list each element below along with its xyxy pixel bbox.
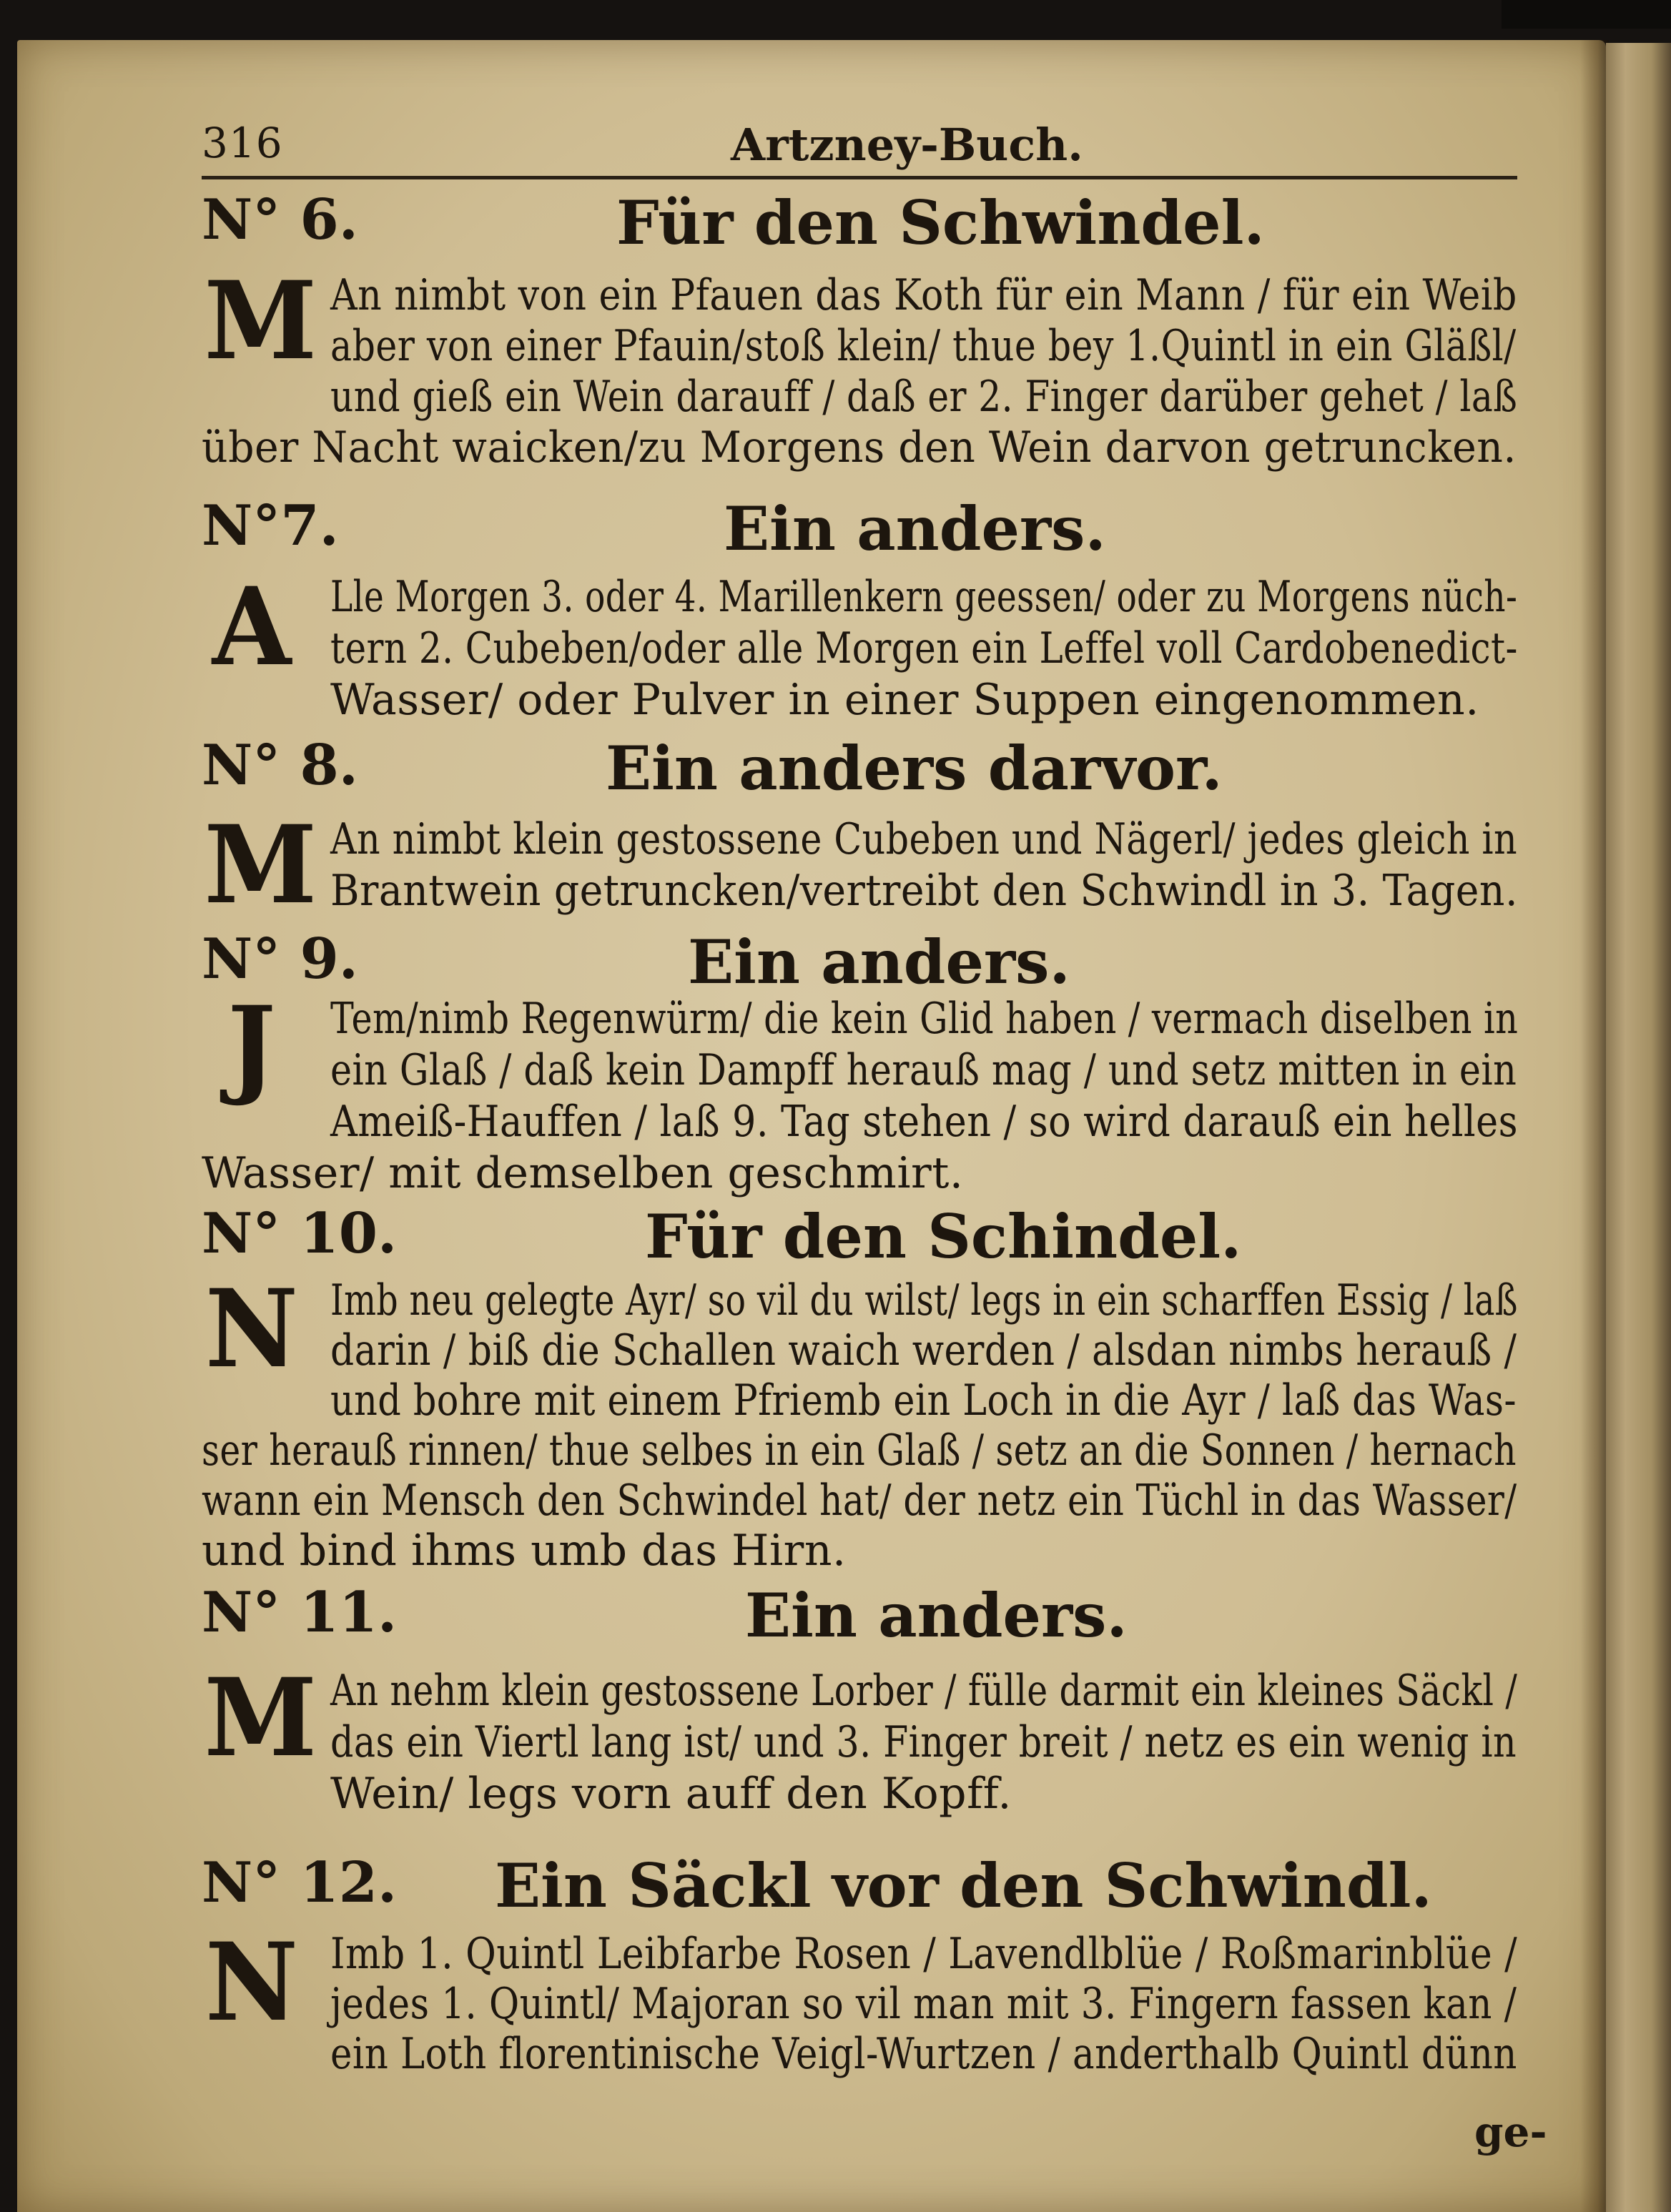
entry-number: N° 9. xyxy=(202,927,358,992)
initial-letter: M xyxy=(204,258,317,384)
text-line: Wasser/ mit demselben geschmirt. xyxy=(202,1148,964,1198)
initial-letter: N xyxy=(204,1920,299,2045)
text-line: Wein/ legs vorn auff den Kopff. xyxy=(330,1769,1012,1819)
running-head: Artzney-Buch. xyxy=(731,119,1083,171)
recipe-entry xyxy=(202,1201,1524,1576)
text-line: An nimbt klein gestossene Cubeben und Nägerl/ jedes gleich in xyxy=(330,814,1518,864)
entry-title: Für den Schwindel. xyxy=(616,187,1265,258)
initial-letter: J xyxy=(227,983,276,1109)
entry-number: N° 8. xyxy=(202,733,358,798)
entry-number: N° 10. xyxy=(202,1201,398,1266)
text-line: tern 2. Cubeben/oder alle Morgen ein Leffel voll Cardobenedict- xyxy=(330,623,1518,673)
text-line: Imb 1. Quintl Leibfarbe Rosen / Lavendlblüe / Roßmarinblüe / xyxy=(330,1929,1518,1979)
recipe-entry xyxy=(202,927,1524,1198)
scan-background xyxy=(1502,0,1671,29)
entry-title: Für den Schindel. xyxy=(645,1201,1242,1272)
page-number: 316 xyxy=(202,119,283,167)
page-header xyxy=(202,119,1517,183)
text-line: das ein Viertl lang ist/ und 3. Finger breit / netz es ein wenig in xyxy=(330,1717,1517,1767)
text-line: Imb neu gelegte Ayr/ so vil du wilst/ legs in ein scharffen Essig / laß xyxy=(330,1275,1518,1325)
next-page-edge xyxy=(1606,43,1671,2212)
entry-number: N° 11. xyxy=(202,1580,398,1645)
text-line: wann ein Mensch den Schwindel hat/ der netz ein Tüchl in das Wasser/ xyxy=(202,1476,1517,1526)
text-line: ser herauß rinnen/ thue selbes in ein Glaß / setz an die Sonnen / hernach xyxy=(202,1426,1517,1476)
recipe-entry xyxy=(202,733,1524,928)
entry-title: Ein anders darvor. xyxy=(606,733,1223,804)
text-line: An nimbt von ein Pfauen das Koth für ein Mann / für ein Weib xyxy=(330,270,1517,320)
text-line: Wasser/ oder Pulver in einer Suppen eingenommen. xyxy=(330,675,1479,725)
page-gutter-shadow xyxy=(1580,40,1609,2212)
entry-number: N°7. xyxy=(202,493,339,558)
initial-letter: M xyxy=(204,802,317,928)
recipe-entry xyxy=(202,187,1524,488)
recipe-entry xyxy=(202,493,1524,725)
text-line: über Nacht waicken/zu Morgens den Wein darvon getruncken. xyxy=(202,423,1517,473)
entry-number: N° 6. xyxy=(202,187,358,252)
text-line: An nehm klein gestossene Lorber / fülle darmit ein kleines Säckl / xyxy=(330,1666,1518,1716)
entry-number: N° 12. xyxy=(202,1850,398,1915)
text-line: aber von einer Pfauin/stoß klein/ thue bey 1.Quintl in ein Gläßl/ xyxy=(330,321,1517,371)
text-line: und gieß ein Wein darauff / daß er 2. Finger darüber gehet / laß xyxy=(330,372,1518,422)
entry-title: Ein anders. xyxy=(688,927,1070,997)
recipe-entry xyxy=(202,1580,1524,1823)
initial-letter: N xyxy=(204,1266,299,1392)
initial-letter: M xyxy=(204,1655,317,1781)
text-line: Ameiß-Hauffen / laß 9. Tag stehen / so wird darauß ein helles xyxy=(330,1097,1518,1147)
header-rule xyxy=(202,176,1517,179)
text-line: und bohre mit einem Pfriemb ein Loch in die Ayr / laß das Was- xyxy=(330,1376,1517,1426)
entry-title: Ein anders. xyxy=(724,493,1106,564)
text-line: jedes 1. Quintl/ Majoran so vil man mit 3. Fingern fassen kan / xyxy=(330,1979,1517,2029)
initial-letter: A xyxy=(212,564,292,690)
text-line: darin / biß die Schallen waich werden / alsdan nimbs herauß / xyxy=(330,1325,1517,1376)
entry-title: Ein anders. xyxy=(745,1580,1128,1651)
text-line: Brantwein getruncken/vertreibt den Schwindl in 3. Tagen. xyxy=(330,866,1518,916)
text-line: ein Glaß / daß kein Dampff herauß mag / und setz mitten in ein xyxy=(330,1045,1517,1095)
catchword: ge- xyxy=(1474,2108,1547,2156)
text-line: Tem/nimb Regenwürm/ die kein Glid haben / vermach diselben in xyxy=(330,994,1519,1044)
text-line: Lle Morgen 3. oder 4. Marillenkern geessen/ oder zu Morgens nüch- xyxy=(330,572,1518,622)
entry-title: Ein Säckl vor den Schwindl. xyxy=(495,1850,1432,1921)
recipe-entry xyxy=(202,1850,1524,2100)
text-line: ein Loth florentinische Veigl-Wurtzen / anderthalb Quintl dünn xyxy=(330,2029,1517,2079)
text-line: und bind ihms umb das Hirn. xyxy=(202,1526,847,1576)
